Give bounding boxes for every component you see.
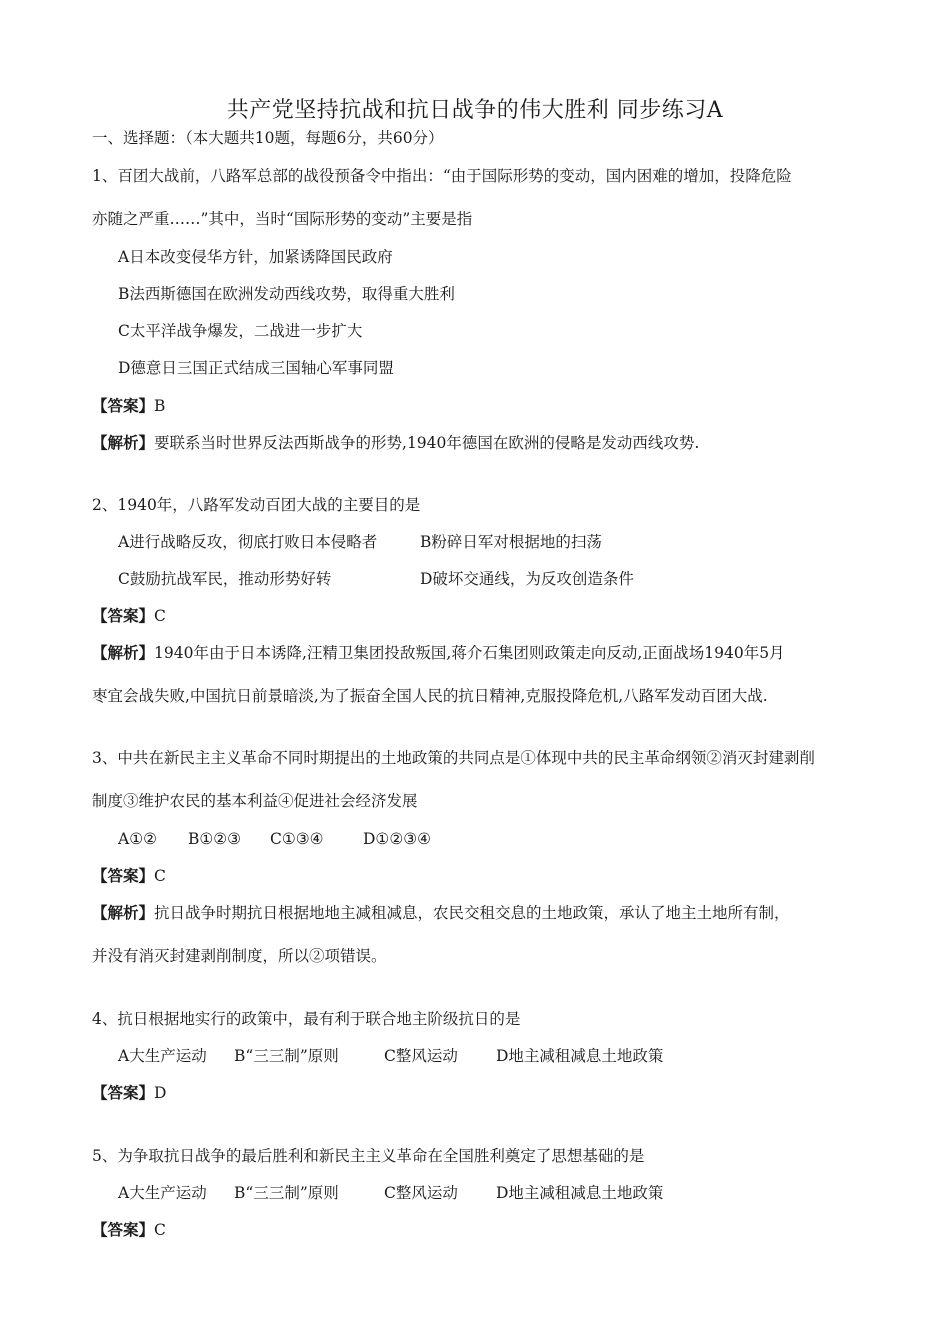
question-5-options <box>118 1182 663 1204</box>
question-1-stem-line-2: 亦随之严重……”其中，当时“国际形势的变动”主要是指 <box>92 210 473 228</box>
analysis-label: 【解析】 <box>92 433 155 452</box>
question-4-option-b: B“三三制”原则 <box>234 1047 339 1065</box>
question-5-answer <box>92 1219 166 1241</box>
question-5-option-b: B“三三制”原则 <box>234 1184 339 1202</box>
question-3-option-c: C①③④ <box>270 830 324 848</box>
question-2-option-d: D破坏交通线，为反攻创造条件 <box>420 570 634 588</box>
analysis-text: 抗日战争时期抗日根据地地主减租减息，农民交租交息的土地政策，承认了地主土地所有制， <box>154 904 790 922</box>
answer-label: 【答案】 <box>92 866 155 885</box>
analysis-label: 【解析】 <box>92 903 155 922</box>
answer-value: B <box>154 397 166 415</box>
question-3-option-d: D①②③④ <box>363 830 432 848</box>
question-5-option-d: D地主减租减息土地政策 <box>496 1184 664 1202</box>
question-1-stem-line-1: 1、百团大战前，八路军总部的战役预备令中指出：“由于国际形势的变动，国内困难的增加，投降危险 <box>92 167 792 185</box>
analysis-text: 1940年由于日本诱降,汪精卫集团投敌叛国,蒋介石集团则政策走向反动,正面战场1940年5月 <box>154 644 785 662</box>
answer-label: 【答案】 <box>92 1220 155 1239</box>
answer-label: 【答案】 <box>92 396 155 415</box>
question-4-option-a: A大生产运动 <box>118 1047 207 1065</box>
analysis-label: 【解析】 <box>92 643 155 662</box>
question-1-option-a: A日本改变侵华方针，加紧诱降国民政府 <box>118 248 393 266</box>
question-1-answer <box>92 395 165 417</box>
question-1-option-d: D德意日三国正式结成三国轴心军事同盟 <box>118 359 394 377</box>
answer-label: 【答案】 <box>92 606 155 625</box>
answer-value: C <box>154 867 166 885</box>
answer-value: C <box>154 1221 166 1239</box>
question-1-option-b: B法西斯德国在欧洲发动西线攻势，取得重大胜利 <box>118 285 455 303</box>
question-3-answer <box>92 865 166 887</box>
question-4-option-d: D地主减租减息土地政策 <box>496 1047 664 1065</box>
question-1-analysis <box>92 432 699 454</box>
answer-label: 【答案】 <box>92 1083 155 1102</box>
question-2-options-row-2 <box>118 568 634 590</box>
question-4-stem: 4、抗日根据地实行的政策中，最有利于联合地主阶级抗日的是 <box>92 1010 521 1028</box>
question-3-option-a: A①② <box>118 830 157 848</box>
question-2-option-a: A进行战略反攻，彻底打败日本侵略者 <box>118 533 378 551</box>
question-4-option-c: C整风运动 <box>384 1047 458 1065</box>
question-3-analysis-line-2: 并没有消灭封建剥削制度，所以②项错误。 <box>92 947 387 965</box>
question-2-stem: 2、1940年，八路军发动百团大战的主要目的是 <box>92 496 421 514</box>
question-3-options <box>118 828 431 850</box>
question-1-option-c: C太平洋战争爆发，二战进一步扩大 <box>118 322 363 340</box>
question-2-analysis-line-1 <box>92 642 785 664</box>
analysis-text: 要联系当时世界反法西斯战争的形势,1940年德国在欧洲的侵略是发动西线攻势. <box>154 434 700 452</box>
answer-value: D <box>154 1084 167 1102</box>
question-4-options <box>118 1045 663 1067</box>
page-title: 共产党坚持抗战和抗日战争的伟大胜利 同步练习A <box>226 98 724 123</box>
question-2-analysis-line-2: 枣宜会战失败,中国抗日前景暗淡,为了振奋全国人民的抗日精神,克服投降危机,八路军发动百团大战. <box>92 687 768 705</box>
question-3-analysis-line-1 <box>92 902 790 924</box>
question-2-option-b: B粉碎日军对根据地的扫荡 <box>420 533 602 551</box>
question-2-option-c: C鼓励抗战军民，推动形势好转 <box>118 570 332 588</box>
question-5-stem: 5、为争取抗日战争的最后胜利和新民主主义革命在全国胜利奠定了思想基础的是 <box>92 1147 645 1165</box>
answer-value: C <box>154 607 166 625</box>
question-3-option-b: B①②③ <box>188 830 242 848</box>
question-2-options-row-1 <box>118 531 602 553</box>
section-header: 一、选择题：（本大题共10题，每题6分，共60分） <box>92 129 444 147</box>
question-5-option-c: C整风运动 <box>384 1184 458 1202</box>
question-2-answer <box>92 605 166 627</box>
question-5-option-a: A大生产运动 <box>118 1184 207 1202</box>
question-4-answer <box>92 1082 166 1104</box>
question-3-stem-line-1: 3、中共在新民主主义革命不同时期提出的土地政策的共同点是①体现中共的民主革命纲领②消灭封建剥削 <box>92 749 815 767</box>
question-3-stem-line-2: 制度③维护农民的基本利益④促进社会经济发展 <box>92 792 418 810</box>
